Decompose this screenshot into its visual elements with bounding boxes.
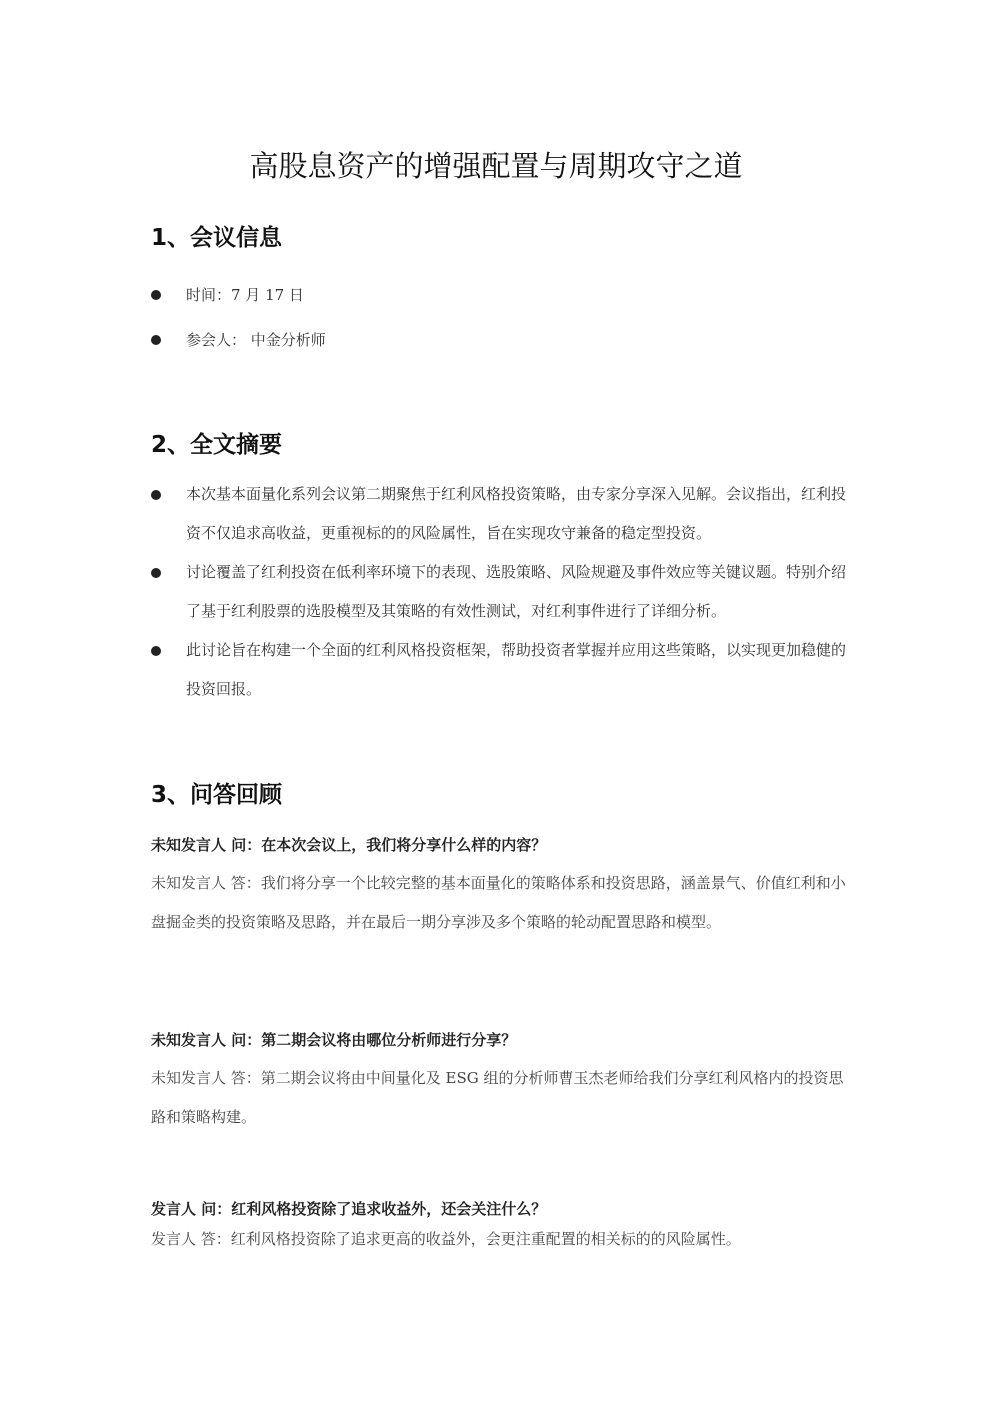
summary-list	[151, 475, 851, 709]
bullet-dot-icon	[151, 335, 161, 345]
qa-block	[151, 1198, 851, 1259]
list-item	[151, 553, 851, 631]
list-item	[151, 329, 851, 374]
document-title: 高股息资产的增强配置与周期攻守之道	[249, 149, 743, 183]
summary-paragraph: 本次基本面量化系列会议第二期聚焦于红利风格投资策略，由专家分享深入见解。会议指出，红利投资不仅追求高收益，更重视标的的风险属性，旨在实现攻守兼备的稳定型投资。	[186, 485, 847, 542]
summary-paragraph: 讨论覆盖了红利投资在低利率环境下的表现、选股策略、风险规避及事件效应等关键议题。特别介绍了基于红利股票的选股模型及其策略的有效性测试，对红利事件进行了详细分析。	[186, 563, 847, 620]
qa-block	[151, 834, 851, 942]
qa-question: 发言人 问：红利风格投资除了追求收益外，还会关注什么？	[151, 1200, 547, 1218]
qa-question: 未知发言人 问：第二期会议将由哪位分析师进行分享？	[151, 1031, 517, 1049]
qa-question: 未知发言人 问：在本次会议上，我们将分享什么样的内容？	[151, 836, 547, 854]
qa-answer: 发言人 答：红利风格投资除了追求更高的收益外，会更注重配置的相关标的的风险属性。	[151, 1230, 741, 1248]
bullet-dot-icon	[151, 646, 161, 656]
meeting-time: 时间：7 月 17 日	[186, 286, 304, 304]
bullet-dot-icon	[151, 490, 161, 500]
qa-answer: 未知发言人 答：第二期会议将由中间量化及 ESG 组的分析师曹玉杰老师给我们分享红利风格内的投资思路和策略构建。	[151, 1069, 844, 1126]
meeting-attendees: 参会人： 中金分析师	[186, 331, 326, 349]
list-item	[151, 475, 851, 553]
section-heading-qa: 3、问答回顾	[151, 782, 283, 808]
list-item	[151, 631, 851, 709]
qa-block	[151, 1029, 851, 1137]
section-heading-meeting-info: 1、会议信息	[151, 225, 283, 251]
summary-paragraph: 此讨论旨在构建一个全面的红利风格投资框架，帮助投资者掌握并应用这些策略，以实现更加稳健的投资回报。	[186, 641, 847, 698]
qa-answer: 未知发言人 答：我们将分享一个比较完整的基本面量化的策略体系和投资思路，涵盖景气、价值红利和小盘掘金类的投资策略及思路，并在最后一期分享涉及多个策略的轮动配置思路和模型。	[151, 874, 846, 931]
bullet-dot-icon	[151, 568, 161, 578]
list-item	[151, 284, 851, 329]
meeting-info-list	[151, 284, 851, 374]
bullet-dot-icon	[151, 290, 161, 300]
section-heading-summary: 2、全文摘要	[151, 432, 283, 458]
